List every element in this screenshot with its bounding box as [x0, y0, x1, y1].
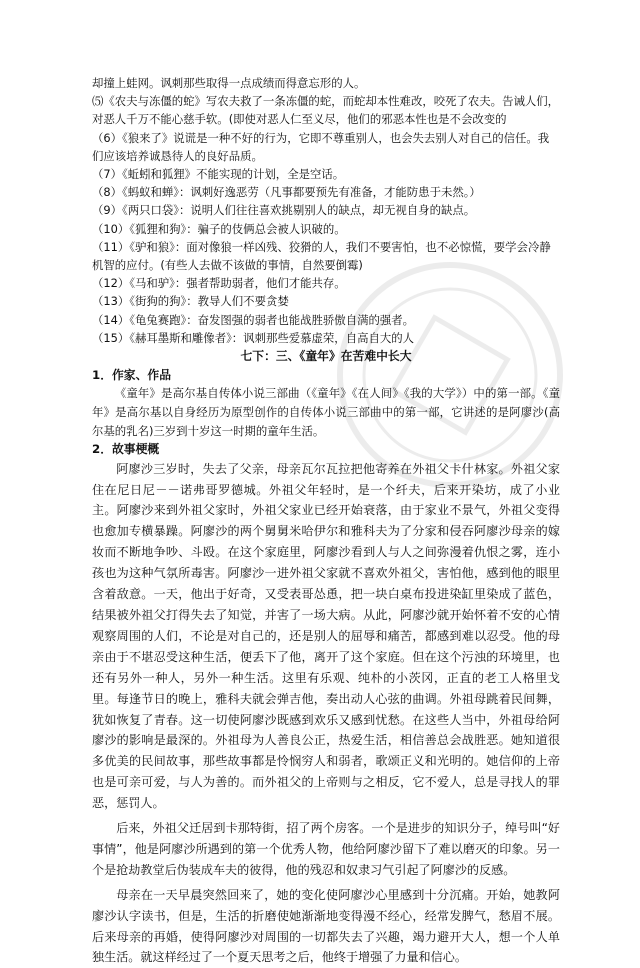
author-paragraph: 《童年》是高尔基自传体小说三部曲（《童年》《在人间》《我的大学》）中的第一部。《童年》是高尔基以自身经历为原型创作的自传体小说三部曲中的第一部，它讲述的是阿廖沙(高尔基的乳名)三岁到十岁这一时期的童年生活。: [92, 386, 560, 438]
fable-item-12: （12）《马和驴》：强者帮助弱者，他们才能共存。: [92, 276, 346, 291]
synopsis-paragraph: 阿廖沙三岁时，失去了父亲，母亲瓦尔瓦拉把他寄养在外祖父卡什林家。外祖父家住在尼日尼－－诺弗哥罗德城。外祖父年轻时，是一个纤夫，后来开染坊，成了小业主。阿廖沙来到外祖父家时，外祖父家业已经开始衰落，由于家业不景气，外祖父变得也愈加专横暴躁。阿廖沙的两个舅舅米哈伊尔和雅科夫为了分家和侵吞阿廖沙母亲的嫁妆而不断地争吵、斗殴。在这个家庭里，阿廖沙看到人与人之间弥漫着仇恨之雾，连小孩也为这种气氛所毒害。阿廖沙一进外祖父家就不喜欢外祖父，害怕他，感到他的眼里含着敌意。一天，他出于好奇，又受表哥怂恿，把一块白桌布投进染缸里染成了蓝色，结果被外祖父打得失去了知觉，并害了一场大病。从此，阿廖沙就开始怀着不安的心情观察周围的人们，不论是对自己的，还是别人的屈辱和痛苦，都感到难以忍受。他的母亲由于不堪忍受这种生活，便丢下了他，离开了这个家庭。但在这个污浊的环境里，也还有另外一种人，另外一种生活。这里有乐观、纯朴的小茨冈，正直的老工人格里戈里。每逢节日的晚上，雅科夫就会弹吉他，奏出动人心弦的曲调。外祖母跳着民间舞，犹如恢复了青春。这一切使阿廖沙既感到欢乐又感到忧愁。在这些人当中，外祖母给阿廖沙的影响是最深的。外祖母为人善良公正，热爱生活，相信善总会战胜恶。她知道很多优美的民间故事，那些故事都是怜悯穷人和弱者，歌颂正义和光明的。她信仰的上帝也是可亲可爱，与人为善的。而外祖父的上帝则与之相反，它不爱人，总是寻找人的罪恶，惩罚人。: [92, 461, 560, 811]
fable-item-13: （13）《街狗的狗》：教导人们不要贪婪: [92, 294, 289, 309]
synopsis-paragraph: 后来，外祖父迁居到卡那特街，招了两个房客。一个是进步的知识分子，绰号叫“好事情”，他是阿廖沙所遇到的第一个优秀人物，他给阿廖沙留下了难以磨灭的印象。另一个是抢劫教堂后伪装成车夫的彼得，他的残忍和奴隶习气引起了阿廖沙的反感。: [92, 821, 560, 877]
fable-item-9: （9）《两只口袋》：说明人们往往喜欢挑剔别人的缺点，却无视自身的缺点。: [92, 203, 476, 218]
fable-item-10: （10）《狐狸和狗》：骗子的伎俩总会被人识破的。: [92, 221, 346, 236]
fable-item-15: （15）《赫耳墨斯和雕像者》：讽刺那些爱慕虚荣，自高自大的人: [92, 330, 415, 345]
chapter-title: 七下：三、《童年》在苦难中长大: [240, 349, 412, 364]
fable-item-6: （6）《狼来了》说谎是一种不好的行为，它即不尊重别人，也会失去别人对自己的信任。我们应该培养诚恳待人的良好品质。: [92, 130, 550, 163]
text-line: 却撞上蛙网。讽刺那些取得一点成绩而得意忘形的人。: [92, 76, 366, 90]
fable-item-11: （11）《驴和狼》：面对像狼一样凶残、狡猾的人，我们不要害怕，也不必惊慌，要学会冷静机智的应付。(有些人去做不该做的事情，自然要倒霉): [92, 239, 551, 273]
fable-item-14: （14）《龟兔赛跑》：奋发图强的弱者也能战胜骄傲自满的强者。: [92, 312, 415, 327]
fable-item-7: （7）《蚯蚓和狐狸》不能实现的计划，全是空话。: [92, 167, 345, 182]
synopsis-paragraph: 母亲在一天早晨突然回来了，她的变化使阿廖沙心里感到十分沉痛。开始，她教阿廖沙认字读书，但是，生活的折磨使她渐渐地变得漫不经心，经常发脾气，愁眉不展。后来母亲的再婚，使得阿廖沙对周围的一切都失去了兴趣，竭力避开大人，想一个人单独生活。就这样经过了一个夏天思考之后，他终于增强了力量和信心。: [92, 887, 560, 965]
section-heading-author: 1．作家、作品: [92, 368, 171, 383]
fable-item-5: ⑸《农夫与冻僵的蛇》写农夫救了一条冻僵的蛇，而蛇却本性难改，咬死了农夫。告诫人们，对恶人千万不能心慈手软。(即使对恶人仁至义尽，他们的邪恶本性也是不会改变的: [92, 94, 560, 127]
fable-item-8: （8）《蚂蚁和蝉》：讽刺好逸恶劳（凡事都要预先有准备，才能防患于未然。）: [92, 185, 481, 200]
document-page: [92, 74, 560, 968]
section-heading-synopsis: 2．故事梗概: [92, 442, 160, 457]
